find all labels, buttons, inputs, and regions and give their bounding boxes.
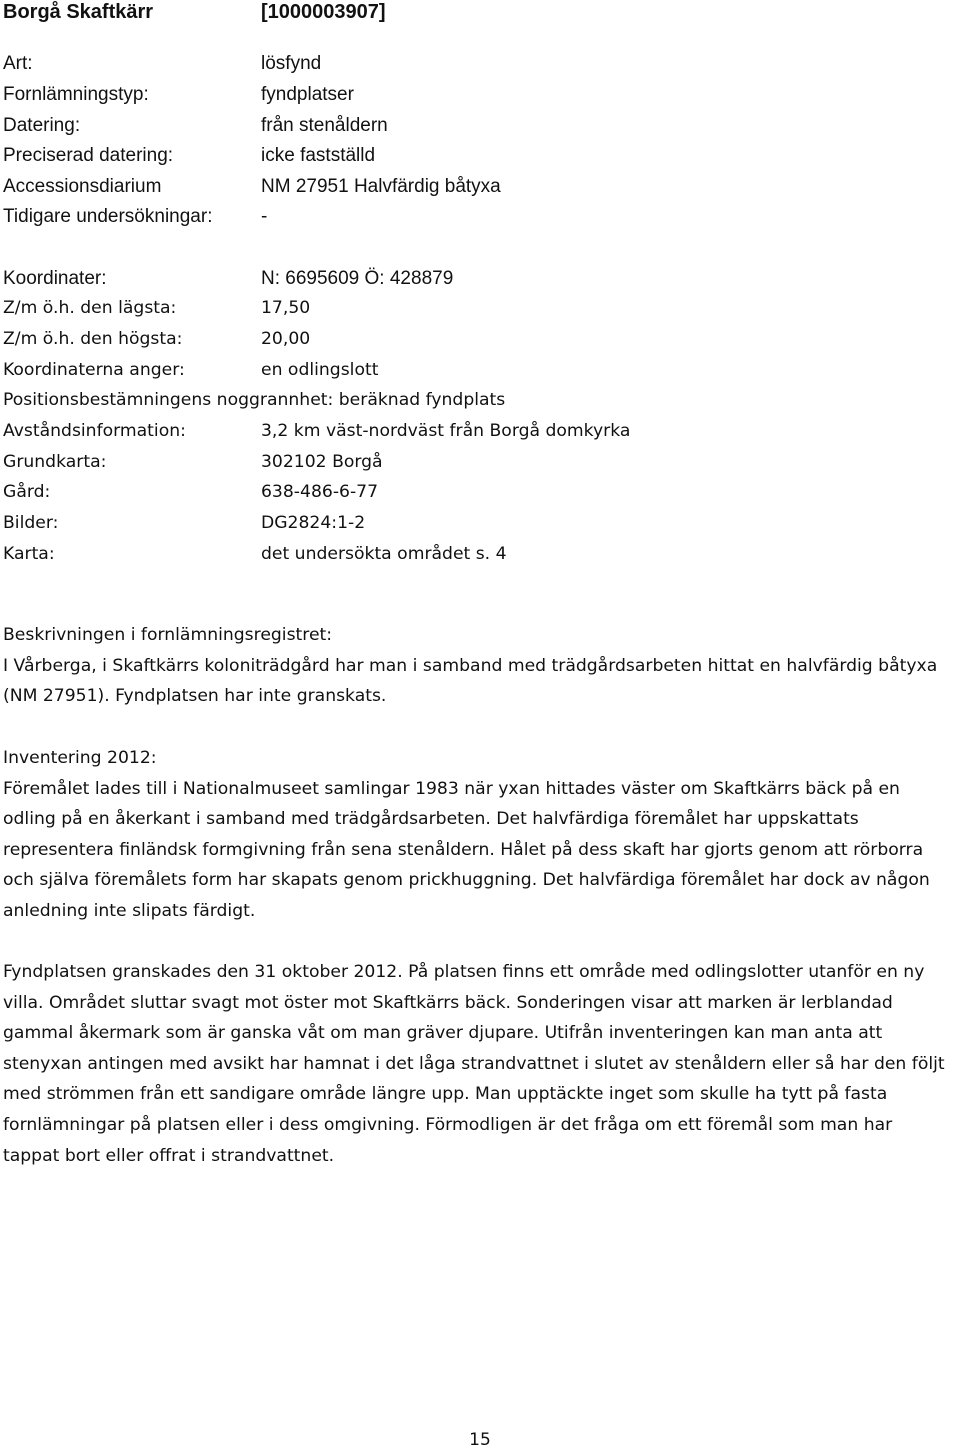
field-label-z-lagsta: Z/m ö.h. den lägsta: <box>3 298 177 318</box>
inventory-p2-line: fornlämningar på platsen eller i dess omgivning. Förmodligen är det fråga om ett föremål som man har <box>3 1114 893 1135</box>
inventory-p2-line: Fyndplatsen granskades den 31 oktober 2012. På platsen finns ett område med odlingslotter utanför en ny <box>3 962 925 982</box>
field-value-z-lagsta: 17,50 <box>261 298 311 318</box>
page-number: 15 <box>469 1430 491 1450</box>
field-label-bilder: Bilder: <box>3 513 59 533</box>
field-label-preciserad-datering: Preciserad datering: <box>3 145 174 166</box>
description-section <box>3 620 958 712</box>
field-value-preciserad-datering: icke fastställd <box>261 145 376 166</box>
field-label-accessionsdiarium: Accessionsdiarium <box>3 176 162 197</box>
field-value-koordinaterna-anger: en odlingslott <box>261 360 379 380</box>
field-label-grundkarta: Grundkarta: <box>3 452 107 472</box>
field-value-karta: det undersökta området s. 4 <box>261 544 507 564</box>
description-heading: Beskrivningen i fornlämningsregistret: <box>3 625 333 645</box>
field-value-tidigare-undersokningar: - <box>261 206 268 227</box>
site-id: [1000003907] <box>261 1 386 23</box>
field-label-gard: Gård: <box>3 482 51 502</box>
field-label-tidigare-undersokningar: Tidigare undersökningar: <box>3 206 213 227</box>
field-value-z-hogsta: 20,00 <box>261 329 311 349</box>
field-label-avstandsinformation: Avståndsinformation: <box>3 421 186 441</box>
field-value-gard: 638-486-6-77 <box>261 482 379 502</box>
inventory-p2-line: villa. Området sluttar svagt mot öster mot Skaftkärrs bäck. Sonderingen visar att marken är lerblandad <box>3 992 893 1013</box>
field-label-fornlamningstyp: Fornlämningstyp: <box>3 84 149 105</box>
field-value-koordinater: N: 6695609 Ö: 428879 <box>261 268 454 289</box>
field-value-positionsbestamning: beräknad fyndplats <box>338 390 506 410</box>
field-positionsbestamning <box>3 390 505 410</box>
field-value-fornlamningstyp: fyndplatser <box>261 84 354 105</box>
field-label-z-hogsta: Z/m ö.h. den högsta: <box>3 329 183 349</box>
field-label-datering: Datering: <box>3 115 81 136</box>
description-line: (NM 27951). Fyndplatsen har inte granskats. <box>3 686 387 707</box>
inventory-heading: Inventering 2012: <box>3 748 157 768</box>
inventory-p1-line: representera finländsk formgivning från sena stenåldern. Hålet på dess skaft har gjorts genom att rörborra <box>3 839 924 860</box>
field-label-karta: Karta: <box>3 544 55 564</box>
site-name: Borgå Skaftkärr <box>3 1 154 23</box>
field-label-koordinater: Koordinater: <box>3 268 107 289</box>
field-value-datering: från stenåldern <box>261 115 388 136</box>
inventory-p2-line: tappat bort eller offrat i strandvattnet. <box>3 1145 335 1166</box>
inventory-p2-line: gammal åkermark som är ganska våt om man gräver djupare. Utifrån inventeringen kan man anta att <box>3 1023 883 1044</box>
field-label-positionsbestamning: Positionsbestämningens noggrannhet: <box>3 390 334 410</box>
inventory-section <box>3 743 958 927</box>
field-label-art: Art: <box>3 53 33 74</box>
inventory-p1-line: och själva föremålets form har skapats genom prickhuggning. Det halvfärdiga föremålet har dock av någon <box>3 870 930 891</box>
inventory-p1-line: Föremålet lades till i Nationalmuseet samlingar 1983 när yxan hittades väster om Skaftkärrs bäck på en <box>3 778 900 799</box>
field-value-grundkarta: 302102 Borgå <box>261 452 383 472</box>
inventory-p2-line: med strömmen från ett sandigare område längre upp. Man upptäckte inget som skulle ha tytt på fasta <box>3 1084 888 1105</box>
field-value-avstandsinformation: 3,2 km väst-nordväst från Borgå domkyrka <box>261 421 631 441</box>
field-label-koordinaterna-anger: Koordinaterna anger: <box>3 360 185 380</box>
inventory-p2-line: stenyxan antingen med avsikt har hamnat i det låga strandvattnet i slutet av stenåldern eller så har den följt <box>3 1053 945 1074</box>
description-line: I Vårberga, i Skaftkärrs koloniträdgård har man i samband med trädgårdsarbeten hittat en halvfärdig båtyxa <box>3 655 938 676</box>
field-value-accessionsdiarium: NM 27951 Halvfärdig båtyxa <box>261 176 501 197</box>
field-value-bilder: DG2824:1-2 <box>261 513 366 533</box>
field-value-art: lösfynd <box>261 53 322 74</box>
inventory-paragraph-2 <box>3 957 958 1171</box>
inventory-p1-line: anledning inte slipats färdigt. <box>3 900 256 921</box>
inventory-p1-line: odling på en åkerkant i samband med trädgårdsarbeten. Det halvfärdiga föremålet har uppskattats <box>3 809 859 830</box>
